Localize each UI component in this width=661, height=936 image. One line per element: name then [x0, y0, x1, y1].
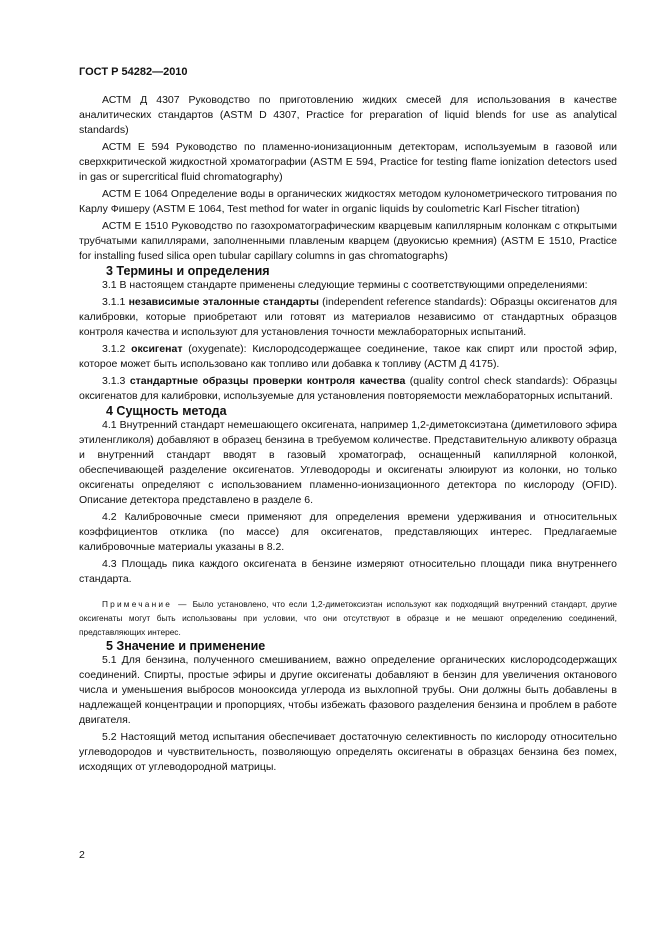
term-name: стандартные образцы проверки контроля качества: [129, 375, 406, 387]
term-definition: (quality control check standards): Образцы оксигенатов для калибровки, используемые для установления повторяемости межлабораторных испытаний.: [79, 375, 618, 402]
section-5-heading: 5 Значение и применение: [106, 639, 266, 653]
paragraph-4-2: 4.2 Калибровочные смеси применяют для определения времени удерживания и относительных коэффициентов отклика (по массе) для оксигенатов, представляющих интерес. Предлагаемые калибровочные материалы указаны в 8.2.: [79, 511, 617, 553]
page-number: 2: [79, 849, 85, 861]
section-3-body: [79, 278, 617, 404]
term-number: 3.1.2: [102, 343, 126, 355]
term-name: независимые эталонные стандарты: [128, 296, 319, 308]
reference-astm-e594: АСТМ Е 594 Руководство по пламенно-ионизационным детекторам, используемым в газовой или сверхкритической жидкостной хроматографии (ASTM E 594, Practice for testing flame ionization detectors used in gas or supercritical fluid chromatography): [79, 141, 617, 183]
paragraph-5-1: 5.1 Для бензина, полученного смешиванием, важно определение органических кислородсодержащих соединений. Спирты, простые эфиры и другие оксигенаты добавляют в бензин для увеличения октанового числа и уменьшения выбросов монооксида углерода из выхлопной трубы. Они должны быть добавлены в надлежащей концентрации и пропорциях, чтобы избежать фазового разделения бензина и проблем в работе двигателя.: [79, 654, 617, 726]
section-3-intro: 3.1 В настоящем стандарте применены следующие термины с соответствующими определениями:: [102, 279, 588, 291]
term-name: оксигенат: [131, 343, 183, 355]
term-3-1-3: [79, 374, 617, 404]
term-3-1-2: [79, 342, 617, 372]
section-4-heading: 4 Сущность метода: [106, 404, 227, 418]
term-3-1-1: [79, 295, 617, 340]
reference-astm-e1064: АСТМ Е 1064 Определение воды в органических жидкостях методом кулонометрического титрования по Карлу Фишеру (ASTM E 1064, Test method for water in organic liquids by coulometric Karl Fischer titration): [79, 188, 617, 215]
document-body: [79, 93, 617, 775]
term-definition: (independent reference standards): Образцы оксигенатов для калибровки, которые приобретают или готовят из материалов независимо от стандартных образцов контроля качества и используют для установления точности межлабораторных испытаний.: [79, 296, 618, 338]
term-number: 3.1.1: [102, 296, 126, 308]
section-5-body: [79, 653, 617, 775]
reference-astm-d4307: АСТМ Д 4307 Руководство по приготовлению жидких смесей для использования в качестве аналитических стандартов (ASTM D 4307, Practice for preparation of liquid blends for use as analytical standards): [79, 94, 617, 136]
term-number: 3.1.3: [102, 375, 126, 387]
paragraph-5-2: 5.2 Настоящий метод испытания обеспечивает достаточную селективность по кислороду относительно углеводородов и чувствительность, позволяющую определять оксигенаты в образцах бензина без помех, исходящих от углеводородной матрицы.: [79, 731, 617, 773]
reference-astm-e1510: АСТМ Е 1510 Руководство по газохроматографическим кварцевым капиллярным колонкам с открытыми трубчатыми капиллярами, заполненными плавленым кварцем (двуокисью кремния) (ASTM E 1510, Practice for installing fused silica open tubular capillary columns in gas chromatographs): [79, 220, 617, 262]
note-label: Примечание —: [102, 599, 189, 609]
paragraph-4-1: 4.1 Внутренний стандарт немешающего оксигената, например 1,2-диметоксиэтана (диметилового эфира этиленгликоля) добавляют в образец бензина в требуемом количестве. Представительную аликвоту образца и внутренний стандарт вводят в газовый хроматограф, оснащенный капиллярной колонкой, обеспечивающей разделение оксигенатов. Углеводороды и оксигенаты элюируют из колонки, но только оксигенаты определяют с использованием пламенно-ионизационного детектора по кислороду (OFID). Описание детектора представлено в разделе 6.: [79, 419, 617, 506]
paragraph-4-3: 4.3 Площадь пика каждого оксигената в бензине измеряют относительно площади пика внутреннего стандарта.: [79, 558, 617, 585]
document-header: ГОСТ Р 54282—2010: [79, 66, 188, 78]
section-4-body: [79, 418, 617, 639]
note-text: Было установлено, что если 1,2-диметоксиэтан используют как подходящий внутренний стандарт, другие оксигенаты могут быть использованы при условии, что они отсутствуют в образце и не мешают определению соединений, представляющих интерес.: [79, 599, 617, 637]
references-list: [79, 93, 617, 264]
note: [79, 597, 617, 639]
section-3-heading: 3 Термины и определения: [106, 264, 270, 278]
term-definition: (oxygenate): Кислородсодержащее соединение, такое как спирт или простой эфир, которое может быть использовано как топливо или добавка к топливу (АСТМ Д 4175).: [79, 343, 618, 370]
